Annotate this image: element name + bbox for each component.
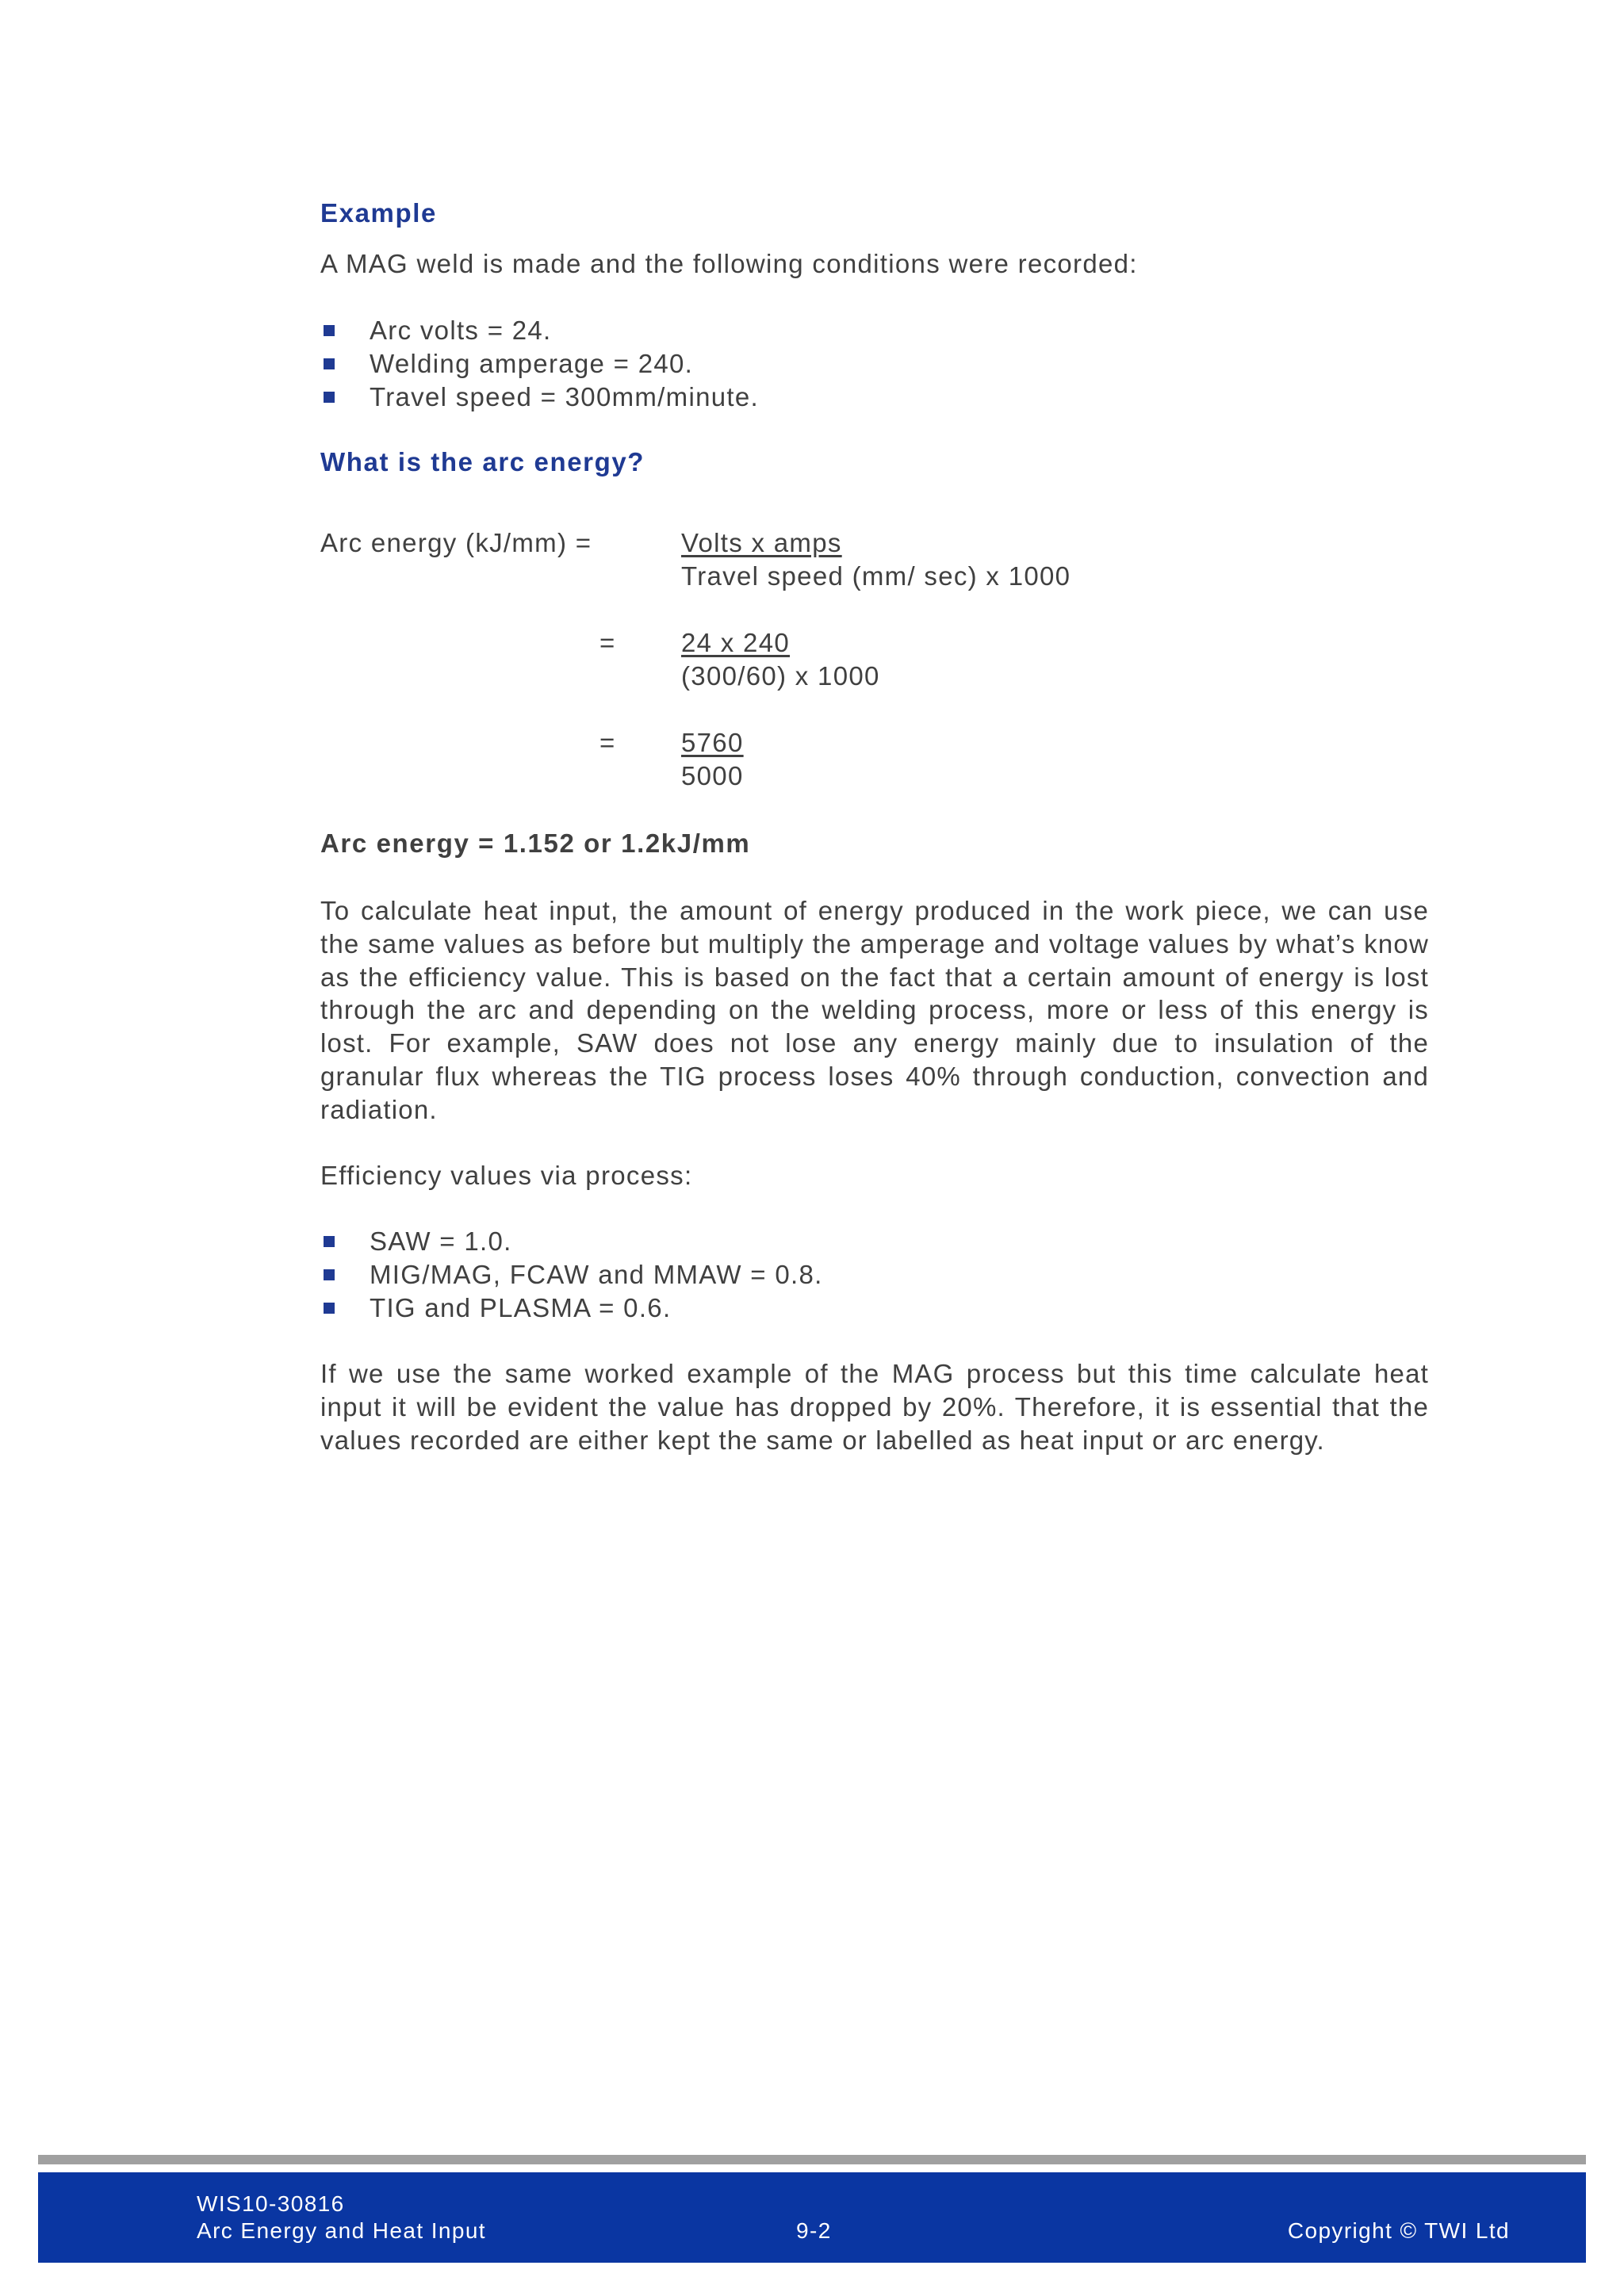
- efficiency-intro: Efficiency values via process:: [320, 1161, 693, 1190]
- formula-denominator: (300/60) x 1000: [681, 661, 880, 691]
- conditions-list: [320, 314, 759, 414]
- intro-text: A MAG weld is made and the following conditions were recorded:: [320, 249, 1138, 278]
- page-number: 9-2: [796, 2218, 832, 2243]
- formula-step-3: [320, 728, 1113, 794]
- question-heading: What is the arc energy?: [320, 447, 645, 476]
- bullet-square-icon: [324, 1303, 335, 1314]
- list-item: MIG/MAG, FCAW and MMAW = 0.8.: [320, 1258, 823, 1292]
- list-item: SAW = 1.0.: [320, 1225, 823, 1258]
- formula-step-1: [320, 528, 1113, 595]
- arc-energy-result: Arc energy = 1.152 or 1.2kJ/mm: [320, 828, 751, 858]
- bullet-square-icon: [324, 325, 335, 336]
- bullet-square-icon: [324, 392, 335, 403]
- bullet-square-icon: [324, 1236, 335, 1247]
- page-footer: [38, 2172, 1586, 2263]
- formula-step-2: [320, 628, 1113, 695]
- worked-example-paragraph: If we use the same worked example of the MAG process but this time calculate heat input it will be evident the value has dropped by 20%. Therefore, it is essential that the values recorded are either kept the same or labelled as heat input or arc energy.: [320, 1359, 1429, 1455]
- formula-lhs: Arc energy (kJ/mm) =: [320, 528, 592, 557]
- bullet-square-icon: [324, 1269, 335, 1280]
- example-heading: Example: [320, 198, 437, 228]
- formula-numerator: 24 x 240: [681, 628, 791, 657]
- document-id: WIS10-30816: [197, 2191, 345, 2216]
- formula-denominator: Travel speed (mm/ sec) x 1000: [681, 561, 1071, 591]
- list-item: Arc volts = 24.: [320, 314, 759, 347]
- formula-denominator: 5000: [681, 761, 744, 790]
- copyright-notice: Copyright © TWI Ltd: [1287, 2218, 1510, 2243]
- heat-input-paragraph: To calculate heat input, the amount of energy produced in the work piece, we can use the same values as before but multiply the amperage and voltage values by what’s know as the efficiency value. This is based on the fact that a certain amount of energy is lost through the arc and depending on the welding process, more or less of this energy is lost. For example, SAW does not lose any energy mainly due to insulation of the granular flux whereas the TIG process loses 40% through conduction, convection and radiation.: [320, 896, 1429, 1124]
- bullet-square-icon: [324, 358, 335, 369]
- efficiency-list: [320, 1225, 823, 1325]
- equals-sign: =: [599, 728, 615, 757]
- formula-numerator: 5760: [681, 728, 744, 757]
- list-item: TIG and PLASMA = 0.6.: [320, 1292, 823, 1325]
- section-title: Arc Energy and Heat Input: [197, 2218, 486, 2243]
- formula-numerator: Volts x amps: [681, 528, 842, 557]
- footer-rule: [38, 2155, 1586, 2164]
- list-item: Welding amperage = 240.: [320, 347, 759, 381]
- list-item: Travel speed = 300mm/minute.: [320, 381, 759, 414]
- equals-sign: =: [599, 628, 615, 657]
